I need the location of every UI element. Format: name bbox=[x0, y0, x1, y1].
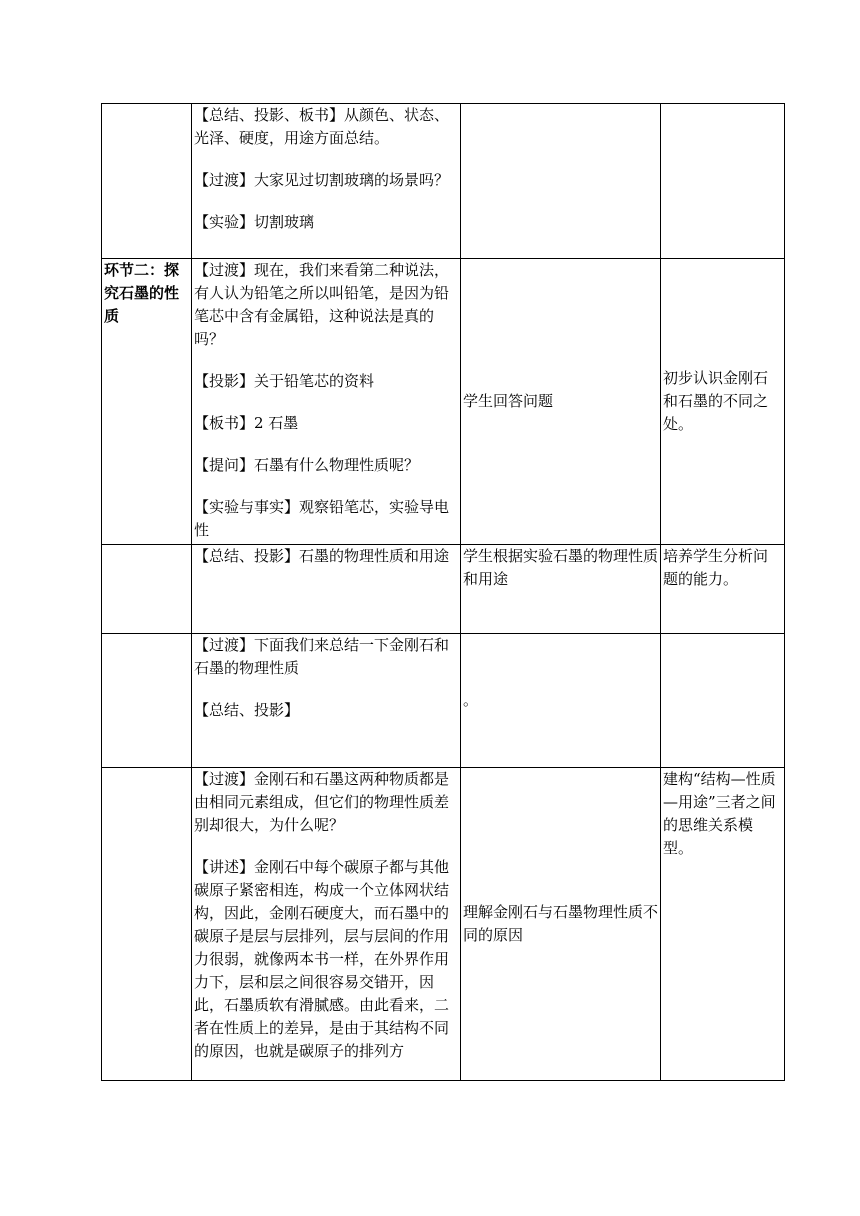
stage-title: 环节二：探究石墨的性质 bbox=[104, 261, 180, 325]
teacher-activity-cell bbox=[192, 259, 461, 545]
teacher-line: 【总结、投影】石墨的物理性质和用途 bbox=[194, 547, 450, 565]
teacher-line: 【实验】切割玻璃 bbox=[194, 213, 315, 231]
table-row bbox=[102, 634, 785, 768]
student-activity-cell: 。 bbox=[461, 634, 661, 768]
student-activity-cell: 学生根据实验石墨的物理性质和用途 bbox=[461, 545, 661, 634]
student-activity-cell bbox=[461, 104, 661, 259]
design-intent-cell: 初步认识金刚石和石墨的不同之处。 bbox=[661, 259, 785, 545]
teacher-line: 【板书】2 石墨 bbox=[194, 414, 299, 432]
stage-cell bbox=[102, 768, 192, 1081]
teacher-line: 【总结、投影】 bbox=[194, 701, 300, 719]
stage-cell bbox=[102, 104, 192, 259]
teacher-line: 【提问】石墨有什么物理性质呢？ bbox=[194, 456, 420, 474]
teacher-line: 【投影】关于铅笔芯的资料 bbox=[194, 372, 375, 390]
teacher-activity-cell bbox=[192, 104, 461, 259]
teacher-line: 【过渡】金刚石和石墨这两种物质都是由相同元素组成，但它们的物理性质差别却很大，为什么呢？ bbox=[194, 770, 450, 834]
table-row bbox=[102, 259, 785, 545]
stage-cell bbox=[102, 545, 192, 634]
student-activity-cell: 学生回答问题 bbox=[461, 259, 661, 545]
teacher-line: 【讲述】金刚石中每个碳原子都与其他碳原子紧密相连，构成一个立体网状结构，因此，金刚石硬度大，而石墨中的碳原子是层与层排列，层与层间的作用力很弱，就像两本书一样，在外界作用力下，层和层之间很容易交错开，因此，石墨质软有滑腻感。由此看来，二者在性质上的差异，是由于其结构不同的原因，也就是碳原子的排列方 bbox=[194, 858, 450, 1060]
table-row bbox=[102, 768, 785, 1081]
design-intent-cell: 建构“结构—性质—用途”三者之间的思维关系模型。 bbox=[661, 768, 785, 1081]
stage-cell bbox=[102, 634, 192, 768]
stage-cell bbox=[102, 259, 192, 545]
teacher-line: 【总结、投影、板书】从颜色、状态、光泽、硬度，用途方面总结。 bbox=[194, 106, 450, 147]
teacher-line: 【过渡】大家见过切割玻璃的场景吗？ bbox=[194, 171, 450, 189]
teacher-activity-cell bbox=[192, 545, 461, 634]
design-intent-cell bbox=[661, 104, 785, 259]
student-activity-cell: 理解金刚石与石墨物理性质不同的原因 bbox=[461, 768, 661, 1081]
design-intent-cell: 培养学生分析问题的能力。 bbox=[661, 545, 785, 634]
table-row bbox=[102, 545, 785, 634]
lesson-plan-table bbox=[101, 103, 785, 1081]
teacher-activity-cell bbox=[192, 634, 461, 768]
teacher-activity-cell bbox=[192, 768, 461, 1081]
teacher-line: 【过渡】现在，我们来看第二种说法，有人认为铅笔之所以叫铅笔，是因为铅笔芯中含有金属铅，这种说法是真的吗？ bbox=[194, 261, 450, 348]
design-intent-cell bbox=[661, 634, 785, 768]
teacher-line: 【过渡】下面我们来总结一下金刚石和石墨的物理性质 bbox=[194, 636, 450, 677]
table-row bbox=[102, 104, 785, 259]
teacher-line: 【实验与事实】观察铅笔芯，实验导电性 bbox=[194, 498, 450, 539]
